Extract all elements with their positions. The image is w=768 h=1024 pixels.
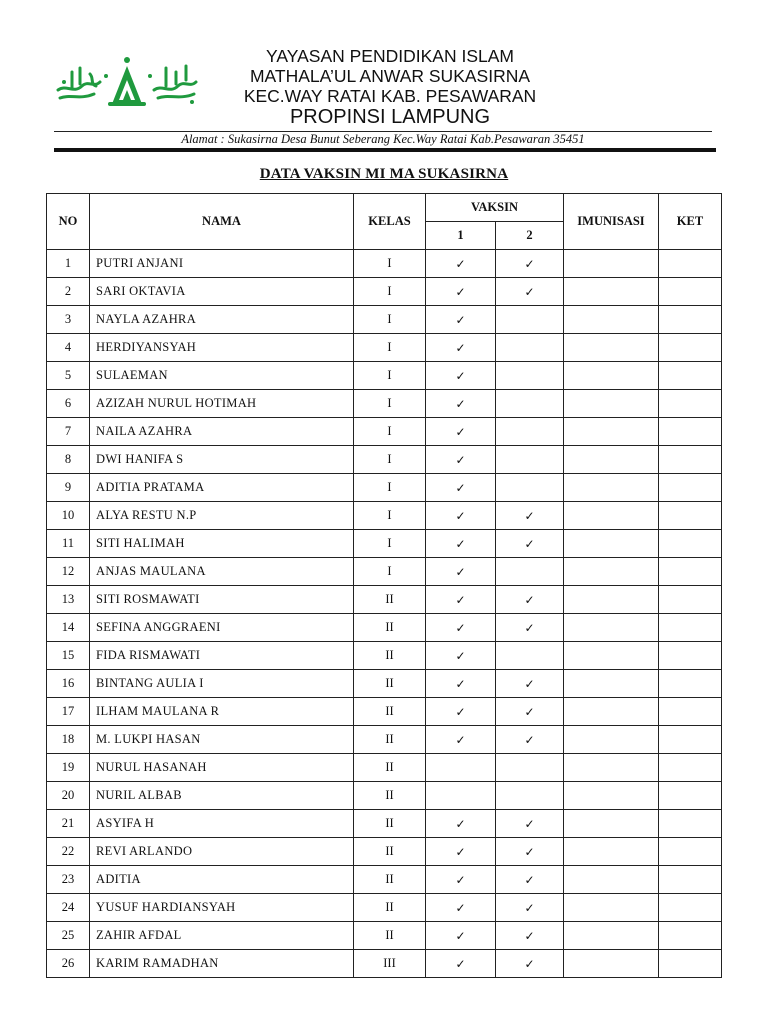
cell-kelas: I bbox=[354, 278, 426, 306]
cell-kelas: I bbox=[354, 558, 426, 586]
cell-nama: NURIL ALBAB bbox=[90, 782, 354, 810]
cell-vaksin-2 bbox=[496, 306, 564, 334]
cell-vaksin-2: ✓ bbox=[496, 894, 564, 922]
table-row bbox=[47, 838, 722, 866]
cell-nama: FIDA RISMAWATI bbox=[90, 642, 354, 670]
cell-vaksin-1: ✓ bbox=[426, 418, 496, 446]
cell-nama: NAYLA AZAHRA bbox=[90, 306, 354, 334]
header-kelas: KELAS bbox=[354, 194, 426, 250]
cell-vaksin-1: ✓ bbox=[426, 810, 496, 838]
table-row bbox=[47, 782, 722, 810]
cell-nama: AZIZAH NURUL HOTIMAH bbox=[90, 390, 354, 418]
cell-no: 25 bbox=[47, 922, 90, 950]
cell-vaksin-2 bbox=[496, 334, 564, 362]
table-row bbox=[47, 362, 722, 390]
table-row bbox=[47, 866, 722, 894]
cell-vaksin-2: ✓ bbox=[496, 278, 564, 306]
cell-vaksin-1 bbox=[426, 754, 496, 782]
header-dose-2: 2 bbox=[496, 222, 564, 250]
cell-kelas: II bbox=[354, 754, 426, 782]
table-row bbox=[47, 418, 722, 446]
cell-vaksin-2: ✓ bbox=[496, 922, 564, 950]
cell-vaksin-1: ✓ bbox=[426, 306, 496, 334]
cell-ket bbox=[659, 726, 722, 754]
cell-vaksin-1: ✓ bbox=[426, 922, 496, 950]
cell-nama: ADITIA PRATAMA bbox=[90, 474, 354, 502]
table-row bbox=[47, 810, 722, 838]
cell-vaksin-2: ✓ bbox=[496, 670, 564, 698]
cell-vaksin-2: ✓ bbox=[496, 810, 564, 838]
cell-imunisasi bbox=[564, 894, 659, 922]
cell-vaksin-2 bbox=[496, 782, 564, 810]
cell-kelas: I bbox=[354, 362, 426, 390]
cell-ket bbox=[659, 306, 722, 334]
cell-vaksin-1: ✓ bbox=[426, 334, 496, 362]
cell-vaksin-1: ✓ bbox=[426, 530, 496, 558]
cell-no: 19 bbox=[47, 754, 90, 782]
cell-vaksin-1: ✓ bbox=[426, 670, 496, 698]
cell-imunisasi bbox=[564, 670, 659, 698]
cell-nama: KARIM RAMADHAN bbox=[90, 950, 354, 978]
cell-ket bbox=[659, 362, 722, 390]
cell-ket bbox=[659, 474, 722, 502]
cell-vaksin-1: ✓ bbox=[426, 614, 496, 642]
cell-vaksin-1: ✓ bbox=[426, 390, 496, 418]
cell-vaksin-1: ✓ bbox=[426, 726, 496, 754]
cell-ket bbox=[659, 698, 722, 726]
cell-vaksin-1: ✓ bbox=[426, 950, 496, 978]
cell-kelas: II bbox=[354, 810, 426, 838]
cell-nama: HERDIYANSYAH bbox=[90, 334, 354, 362]
cell-vaksin-2 bbox=[496, 754, 564, 782]
table-row bbox=[47, 278, 722, 306]
cell-no: 5 bbox=[47, 362, 90, 390]
cell-no: 22 bbox=[47, 838, 90, 866]
cell-no: 15 bbox=[47, 642, 90, 670]
cell-imunisasi bbox=[564, 922, 659, 950]
cell-nama: BINTANG AULIA I bbox=[90, 670, 354, 698]
table-row bbox=[47, 754, 722, 782]
table-row bbox=[47, 390, 722, 418]
table-row bbox=[47, 474, 722, 502]
cell-vaksin-1: ✓ bbox=[426, 866, 496, 894]
vaccine-table bbox=[46, 193, 722, 978]
cell-no: 21 bbox=[47, 810, 90, 838]
address-line: Alamat : Sukasirna Desa Bunut Seberang Kec.Way Ratai Kab.Pesawaran 35451 bbox=[181, 132, 585, 146]
cell-vaksin-1: ✓ bbox=[426, 278, 496, 306]
table-row bbox=[47, 530, 722, 558]
cell-kelas: II bbox=[354, 614, 426, 642]
cell-vaksin-1: ✓ bbox=[426, 894, 496, 922]
cell-ket bbox=[659, 250, 722, 278]
cell-ket bbox=[659, 754, 722, 782]
district-name: KEC.WAY RATAI KAB. PESAWARAN bbox=[243, 86, 537, 106]
cell-kelas: III bbox=[354, 950, 426, 978]
table-row bbox=[47, 446, 722, 474]
cell-no: 26 bbox=[47, 950, 90, 978]
cell-vaksin-1: ✓ bbox=[426, 558, 496, 586]
cell-no: 1 bbox=[47, 250, 90, 278]
province-name: PROPINSI LAMPUNG bbox=[289, 106, 491, 128]
cell-vaksin-1: ✓ bbox=[426, 502, 496, 530]
cell-vaksin-1: ✓ bbox=[426, 642, 496, 670]
cell-no: 23 bbox=[47, 866, 90, 894]
cell-kelas: II bbox=[354, 894, 426, 922]
cell-nama: PUTRI ANJANI bbox=[90, 250, 354, 278]
header-ket: KET bbox=[659, 194, 722, 250]
cell-imunisasi bbox=[564, 614, 659, 642]
table-row bbox=[47, 334, 722, 362]
header-no: NO bbox=[47, 194, 90, 250]
cell-imunisasi bbox=[564, 446, 659, 474]
cell-imunisasi bbox=[564, 698, 659, 726]
cell-ket bbox=[659, 670, 722, 698]
cell-vaksin-2 bbox=[496, 446, 564, 474]
cell-ket bbox=[659, 530, 722, 558]
cell-ket bbox=[659, 950, 722, 978]
cell-nama: DWI HANIFA S bbox=[90, 446, 354, 474]
cell-imunisasi bbox=[564, 642, 659, 670]
cell-no: 16 bbox=[47, 670, 90, 698]
cell-ket bbox=[659, 502, 722, 530]
table-row bbox=[47, 950, 722, 978]
cell-vaksin-1: ✓ bbox=[426, 474, 496, 502]
cell-imunisasi bbox=[564, 754, 659, 782]
cell-vaksin-2 bbox=[496, 558, 564, 586]
cell-kelas: I bbox=[354, 390, 426, 418]
cell-kelas: II bbox=[354, 866, 426, 894]
cell-vaksin-1 bbox=[426, 782, 496, 810]
cell-vaksin-1: ✓ bbox=[426, 362, 496, 390]
cell-ket bbox=[659, 558, 722, 586]
cell-vaksin-2: ✓ bbox=[496, 726, 564, 754]
cell-imunisasi bbox=[564, 418, 659, 446]
cell-no: 3 bbox=[47, 306, 90, 334]
cell-no: 20 bbox=[47, 782, 90, 810]
cell-no: 7 bbox=[47, 418, 90, 446]
foundation-name: YAYASAN PENDIDIKAN ISLAM bbox=[266, 46, 514, 66]
cell-imunisasi bbox=[564, 390, 659, 418]
cell-nama: NAILA AZAHRA bbox=[90, 418, 354, 446]
cell-nama: NURUL HASANAH bbox=[90, 754, 354, 782]
cell-nama: SITI ROSMAWATI bbox=[90, 586, 354, 614]
cell-imunisasi bbox=[564, 810, 659, 838]
cell-vaksin-2: ✓ bbox=[496, 866, 564, 894]
cell-ket bbox=[659, 418, 722, 446]
cell-no: 2 bbox=[47, 278, 90, 306]
cell-imunisasi bbox=[564, 726, 659, 754]
table-row bbox=[47, 698, 722, 726]
header-nama: NAMA bbox=[90, 194, 354, 250]
cell-nama: ILHAM MAULANA R bbox=[90, 698, 354, 726]
cell-kelas: I bbox=[354, 418, 426, 446]
cell-kelas: I bbox=[354, 474, 426, 502]
foundation-logo bbox=[54, 54, 200, 112]
table-row bbox=[47, 502, 722, 530]
cell-imunisasi bbox=[564, 558, 659, 586]
cell-no: 17 bbox=[47, 698, 90, 726]
cell-no: 9 bbox=[47, 474, 90, 502]
cell-vaksin-2: ✓ bbox=[496, 530, 564, 558]
cell-ket bbox=[659, 446, 722, 474]
cell-vaksin-2: ✓ bbox=[496, 250, 564, 278]
cell-kelas: II bbox=[354, 782, 426, 810]
cell-imunisasi bbox=[564, 586, 659, 614]
cell-nama: ADITIA bbox=[90, 866, 354, 894]
cell-nama: ZAHIR AFDAL bbox=[90, 922, 354, 950]
cell-kelas: I bbox=[354, 250, 426, 278]
table-header-row bbox=[47, 194, 722, 222]
cell-ket bbox=[659, 334, 722, 362]
table-row bbox=[47, 922, 722, 950]
header-vaksin: VAKSIN bbox=[426, 194, 564, 222]
table-row bbox=[47, 558, 722, 586]
document-title: DATA VAKSIN MI MA SUKASIRNA bbox=[259, 166, 509, 182]
cell-ket bbox=[659, 922, 722, 950]
cell-ket bbox=[659, 782, 722, 810]
cell-kelas: I bbox=[354, 502, 426, 530]
cell-kelas: I bbox=[354, 334, 426, 362]
cell-no: 24 bbox=[47, 894, 90, 922]
cell-ket bbox=[659, 390, 722, 418]
cell-nama: SULAEMAN bbox=[90, 362, 354, 390]
cell-vaksin-2: ✓ bbox=[496, 950, 564, 978]
header-imunisasi: IMUNISASI bbox=[564, 194, 659, 250]
table-row bbox=[47, 670, 722, 698]
cell-no: 10 bbox=[47, 502, 90, 530]
cell-no: 18 bbox=[47, 726, 90, 754]
cell-imunisasi bbox=[564, 306, 659, 334]
cell-kelas: II bbox=[354, 586, 426, 614]
cell-imunisasi bbox=[564, 782, 659, 810]
cell-ket bbox=[659, 810, 722, 838]
cell-no: 14 bbox=[47, 614, 90, 642]
cell-vaksin-1: ✓ bbox=[426, 446, 496, 474]
cell-imunisasi bbox=[564, 362, 659, 390]
header-divider-thick bbox=[54, 148, 716, 152]
cell-ket bbox=[659, 838, 722, 866]
cell-kelas: I bbox=[354, 530, 426, 558]
cell-ket bbox=[659, 894, 722, 922]
table-row bbox=[47, 726, 722, 754]
cell-imunisasi bbox=[564, 950, 659, 978]
cell-no: 13 bbox=[47, 586, 90, 614]
cell-vaksin-2 bbox=[496, 418, 564, 446]
cell-nama: REVI ARLANDO bbox=[90, 838, 354, 866]
cell-imunisasi bbox=[564, 278, 659, 306]
cell-vaksin-2 bbox=[496, 362, 564, 390]
cell-imunisasi bbox=[564, 502, 659, 530]
cell-vaksin-2: ✓ bbox=[496, 698, 564, 726]
cell-nama: SARI OKTAVIA bbox=[90, 278, 354, 306]
table-row bbox=[47, 614, 722, 642]
cell-imunisasi bbox=[564, 334, 659, 362]
cell-nama: M. LUKPI HASAN bbox=[90, 726, 354, 754]
cell-vaksin-2 bbox=[496, 474, 564, 502]
cell-vaksin-2: ✓ bbox=[496, 838, 564, 866]
table-row bbox=[47, 306, 722, 334]
cell-nama: SITI HALIMAH bbox=[90, 530, 354, 558]
cell-no: 12 bbox=[47, 558, 90, 586]
cell-nama: SEFINA ANGGRAENI bbox=[90, 614, 354, 642]
cell-no: 6 bbox=[47, 390, 90, 418]
table-row bbox=[47, 894, 722, 922]
cell-vaksin-2 bbox=[496, 390, 564, 418]
cell-kelas: II bbox=[354, 922, 426, 950]
cell-vaksin-2: ✓ bbox=[496, 586, 564, 614]
school-name: MATHALA’UL ANWAR SUKASIRNA bbox=[249, 66, 531, 86]
cell-nama: YUSUF HARDIANSYAH bbox=[90, 894, 354, 922]
cell-vaksin-1: ✓ bbox=[426, 698, 496, 726]
cell-kelas: I bbox=[354, 446, 426, 474]
cell-ket bbox=[659, 866, 722, 894]
cell-vaksin-2 bbox=[496, 642, 564, 670]
cell-kelas: II bbox=[354, 698, 426, 726]
cell-vaksin-2: ✓ bbox=[496, 614, 564, 642]
cell-kelas: II bbox=[354, 726, 426, 754]
cell-imunisasi bbox=[564, 250, 659, 278]
cell-nama: ANJAS MAULANA bbox=[90, 558, 354, 586]
cell-vaksin-2: ✓ bbox=[496, 502, 564, 530]
cell-vaksin-1: ✓ bbox=[426, 838, 496, 866]
table-row bbox=[47, 586, 722, 614]
cell-ket bbox=[659, 278, 722, 306]
cell-vaksin-1: ✓ bbox=[426, 586, 496, 614]
cell-vaksin-1: ✓ bbox=[426, 250, 496, 278]
cell-imunisasi bbox=[564, 530, 659, 558]
cell-imunisasi bbox=[564, 866, 659, 894]
cell-kelas: II bbox=[354, 670, 426, 698]
cell-ket bbox=[659, 586, 722, 614]
cell-nama: ALYA RESTU N.P bbox=[90, 502, 354, 530]
cell-imunisasi bbox=[564, 474, 659, 502]
cell-no: 8 bbox=[47, 446, 90, 474]
cell-kelas: II bbox=[354, 838, 426, 866]
cell-kelas: I bbox=[354, 306, 426, 334]
table-row bbox=[47, 642, 722, 670]
cell-nama: ASYIFA H bbox=[90, 810, 354, 838]
table-row bbox=[47, 250, 722, 278]
cell-imunisasi bbox=[564, 838, 659, 866]
header-dose-1: 1 bbox=[426, 222, 496, 250]
cell-no: 4 bbox=[47, 334, 90, 362]
cell-ket bbox=[659, 614, 722, 642]
cell-no: 11 bbox=[47, 530, 90, 558]
cell-kelas: II bbox=[354, 642, 426, 670]
cell-ket bbox=[659, 642, 722, 670]
